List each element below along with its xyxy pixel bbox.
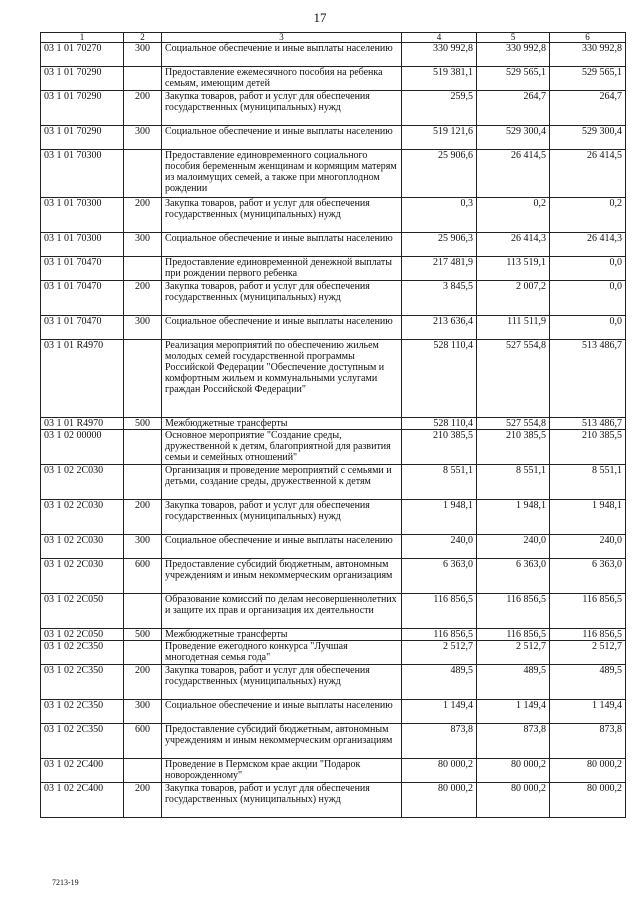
row-value-col5: 26 414,3 [477, 233, 550, 257]
row-name: Социальное обеспечение и иные выплаты населению [162, 316, 402, 340]
row-name: Закупка товаров, работ и услуг для обеспечения государственных (муниципальных) нужд [162, 91, 402, 126]
row-code: 03 1 01 R4970 [41, 340, 124, 418]
row-value-col6: 529 565,1 [550, 67, 626, 91]
row-code: 03 1 01 70290 [41, 67, 124, 91]
row-code: 03 1 02 2С030 [41, 465, 124, 500]
row-expense-type: 200 [124, 281, 162, 316]
row-expense-type [124, 150, 162, 198]
row-value-col5: 6 363,0 [477, 559, 550, 594]
row-code: 03 1 02 00000 [41, 430, 124, 465]
row-value-col6: 0,0 [550, 281, 626, 316]
table-row [41, 418, 626, 430]
row-value-col6: 6 363,0 [550, 559, 626, 594]
row-code: 03 1 02 2С350 [41, 700, 124, 724]
row-name: Закупка товаров, работ и услуг для обеспечения государственных (муниципальных) нужд [162, 500, 402, 535]
row-value-col4: 6 363,0 [402, 559, 477, 594]
row-name: Предоставление субсидий бюджетным, автономным учреждениям и иным некоммерческим организациям [162, 724, 402, 759]
row-value-col6: 26 414,5 [550, 150, 626, 198]
table-row [41, 281, 626, 316]
table-row [41, 465, 626, 500]
row-expense-type: 200 [124, 783, 162, 818]
row-name: Социальное обеспечение и иные выплаты населению [162, 233, 402, 257]
row-expense-type [124, 641, 162, 665]
footer-code: 7213-19 [52, 878, 79, 887]
row-value-col4: 210 385,5 [402, 430, 477, 465]
row-code: 03 1 01 70470 [41, 316, 124, 340]
row-code: 03 1 01 70290 [41, 126, 124, 150]
row-value-col4: 0,3 [402, 198, 477, 233]
table-row [41, 150, 626, 198]
table-row [41, 665, 626, 700]
row-value-col4: 8 551,1 [402, 465, 477, 500]
row-expense-type: 300 [124, 535, 162, 559]
row-expense-type: 200 [124, 91, 162, 126]
table-row [41, 759, 626, 783]
row-value-col4: 25 906,6 [402, 150, 477, 198]
row-value-col5: 26 414,5 [477, 150, 550, 198]
row-value-col4: 528 110,4 [402, 340, 477, 418]
row-name: Закупка товаров, работ и услуг для обеспечения государственных (муниципальных) нужд [162, 281, 402, 316]
row-value-col5: 116 856,5 [477, 594, 550, 629]
page-number: 17 [313, 10, 327, 25]
table-row [41, 700, 626, 724]
row-code: 03 1 01 70300 [41, 233, 124, 257]
row-expense-type [124, 759, 162, 783]
table-row [41, 724, 626, 759]
row-code: 03 1 01 70470 [41, 257, 124, 281]
table-row [41, 783, 626, 818]
row-value-col5: 529 300,4 [477, 126, 550, 150]
row-value-col4: 489,5 [402, 665, 477, 700]
row-value-col5: 330 992,8 [477, 43, 550, 67]
table-row [41, 198, 626, 233]
row-expense-type: 600 [124, 724, 162, 759]
table-row [41, 641, 626, 665]
table-row [41, 629, 626, 641]
row-value-col5: 529 565,1 [477, 67, 550, 91]
row-name: Закупка товаров, работ и услуг для обеспечения государственных (муниципальных) нужд [162, 783, 402, 818]
row-value-col4: 25 906,3 [402, 233, 477, 257]
row-value-col4: 528 110,4 [402, 418, 477, 430]
row-value-col6: 330 992,8 [550, 43, 626, 67]
row-name: Организация и проведение мероприятий с семьями и детьми, создание среды, дружественной к детям [162, 465, 402, 500]
row-value-col6: 489,5 [550, 665, 626, 700]
column-number-row [41, 33, 626, 43]
table-row [41, 535, 626, 559]
row-value-col4: 213 636,4 [402, 316, 477, 340]
row-value-col5: 527 554,8 [477, 340, 550, 418]
column-header: 5 [477, 33, 550, 43]
row-code: 03 1 02 2С050 [41, 594, 124, 629]
row-code: 03 1 01 70470 [41, 281, 124, 316]
row-name: Проведение ежегодного конкурса "Лучшая многодетная семья года" [162, 641, 402, 665]
row-value-col6: 240,0 [550, 535, 626, 559]
row-value-col6: 116 856,5 [550, 594, 626, 629]
row-value-col5: 111 511,9 [477, 316, 550, 340]
table-row [41, 340, 626, 418]
table-row [41, 500, 626, 535]
row-value-col5: 873,8 [477, 724, 550, 759]
row-value-col5: 0,2 [477, 198, 550, 233]
row-value-col6: 26 414,3 [550, 233, 626, 257]
row-value-col4: 217 481,9 [402, 257, 477, 281]
row-name: Закупка товаров, работ и услуг для обеспечения государственных (муниципальных) нужд [162, 198, 402, 233]
row-value-col4: 259,5 [402, 91, 477, 126]
row-value-col6: 80 000,2 [550, 759, 626, 783]
row-value-col4: 3 845,5 [402, 281, 477, 316]
row-value-col6: 264,7 [550, 91, 626, 126]
row-value-col6: 2 512,7 [550, 641, 626, 665]
row-name: Межбюджетные трансферты [162, 418, 402, 430]
row-value-col6: 80 000,2 [550, 783, 626, 818]
row-value-col4: 519 121,6 [402, 126, 477, 150]
row-code: 03 1 02 2С030 [41, 559, 124, 594]
row-expense-type [124, 340, 162, 418]
row-value-col5: 113 519,1 [477, 257, 550, 281]
row-value-col5: 240,0 [477, 535, 550, 559]
row-value-col4: 116 856,5 [402, 629, 477, 641]
row-value-col5: 2 007,2 [477, 281, 550, 316]
row-value-col4: 240,0 [402, 535, 477, 559]
row-name: Закупка товаров, работ и услуг для обеспечения государственных (муниципальных) нужд [162, 665, 402, 700]
row-value-col6: 1 948,1 [550, 500, 626, 535]
row-code: 03 1 02 2С030 [41, 500, 124, 535]
row-value-col5: 527 554,8 [477, 418, 550, 430]
row-expense-type [124, 67, 162, 91]
row-value-col5: 2 512,7 [477, 641, 550, 665]
row-expense-type: 300 [124, 700, 162, 724]
row-name: Межбюджетные трансферты [162, 629, 402, 641]
row-code: 03 1 02 2С350 [41, 724, 124, 759]
row-value-col5: 264,7 [477, 91, 550, 126]
table-row [41, 43, 626, 67]
table-row [41, 67, 626, 91]
table-row [41, 126, 626, 150]
row-value-col6: 873,8 [550, 724, 626, 759]
row-expense-type [124, 257, 162, 281]
row-expense-type: 200 [124, 500, 162, 535]
row-code: 03 1 02 2С350 [41, 665, 124, 700]
column-header: 1 [41, 33, 124, 43]
row-name: Образование комиссий по делам несовершеннолетних и защите их прав и организация их деятельности [162, 594, 402, 629]
row-name: Предоставление единовременной денежной выплаты при рождении первого ребенка [162, 257, 402, 281]
row-value-col6: 116 856,5 [550, 629, 626, 641]
row-code: 03 1 01 70300 [41, 198, 124, 233]
row-value-col4: 519 381,1 [402, 67, 477, 91]
row-value-col5: 1 948,1 [477, 500, 550, 535]
row-value-col4: 2 512,7 [402, 641, 477, 665]
table-row [41, 559, 626, 594]
row-expense-type: 300 [124, 233, 162, 257]
row-value-col5: 210 385,5 [477, 430, 550, 465]
row-code: 03 1 01 R4970 [41, 418, 124, 430]
budget-table [40, 32, 626, 818]
row-value-col6: 8 551,1 [550, 465, 626, 500]
row-value-col4: 873,8 [402, 724, 477, 759]
row-value-col6: 529 300,4 [550, 126, 626, 150]
row-expense-type: 200 [124, 198, 162, 233]
column-header: 6 [550, 33, 626, 43]
row-value-col6: 0,2 [550, 198, 626, 233]
row-value-col6: 1 149,4 [550, 700, 626, 724]
row-name: Предоставление субсидий бюджетным, автономным учреждениям и иным некоммерческим организациям [162, 559, 402, 594]
row-name: Предоставление ежемесячного пособия на ребенка семьям, имеющим детей [162, 67, 402, 91]
table-row [41, 430, 626, 465]
table-row [41, 91, 626, 126]
row-expense-type: 600 [124, 559, 162, 594]
table-row [41, 594, 626, 629]
row-code: 03 1 02 2С400 [41, 783, 124, 818]
row-name: Социальное обеспечение и иные выплаты населению [162, 700, 402, 724]
column-header: 2 [124, 33, 162, 43]
row-name: Реализация мероприятий по обеспечению жильем молодых семей государственной программы Российской Федерации "Обеспечение доступным и комфортным жильем и коммунальными услугами граждан Российской Федерации" [162, 340, 402, 418]
row-code: 03 1 01 70290 [41, 91, 124, 126]
row-value-col4: 116 856,5 [402, 594, 477, 629]
row-value-col5: 80 000,2 [477, 783, 550, 818]
row-code: 03 1 01 70270 [41, 43, 124, 67]
row-expense-type: 300 [124, 126, 162, 150]
row-value-col5: 116 856,5 [477, 629, 550, 641]
row-name: Социальное обеспечение и иные выплаты населению [162, 43, 402, 67]
row-name: Социальное обеспечение и иные выплаты населению [162, 126, 402, 150]
row-expense-type: 300 [124, 43, 162, 67]
row-value-col4: 1 948,1 [402, 500, 477, 535]
row-value-col6: 210 385,5 [550, 430, 626, 465]
row-code: 03 1 02 2С400 [41, 759, 124, 783]
row-value-col5: 80 000,2 [477, 759, 550, 783]
table-row [41, 316, 626, 340]
row-value-col4: 80 000,2 [402, 783, 477, 818]
row-value-col6: 513 486,7 [550, 340, 626, 418]
row-value-col4: 1 149,4 [402, 700, 477, 724]
row-value-col6: 0,0 [550, 257, 626, 281]
table-row [41, 233, 626, 257]
row-value-col5: 1 149,4 [477, 700, 550, 724]
row-code: 03 1 02 2С350 [41, 641, 124, 665]
row-name: Проведение в Пермском крае акции "Подарок новорожденному" [162, 759, 402, 783]
row-value-col5: 8 551,1 [477, 465, 550, 500]
row-value-col4: 330 992,8 [402, 43, 477, 67]
row-code: 03 1 02 2С030 [41, 535, 124, 559]
row-expense-type: 500 [124, 629, 162, 641]
row-code: 03 1 01 70300 [41, 150, 124, 198]
row-value-col5: 489,5 [477, 665, 550, 700]
row-value-col6: 513 486,7 [550, 418, 626, 430]
row-value-col6: 0,0 [550, 316, 626, 340]
row-expense-type: 500 [124, 418, 162, 430]
row-expense-type [124, 594, 162, 629]
column-header: 3 [162, 33, 402, 43]
row-expense-type: 300 [124, 316, 162, 340]
row-expense-type [124, 430, 162, 465]
row-name: Социальное обеспечение и иные выплаты населению [162, 535, 402, 559]
row-name: Основное мероприятие "Создание среды, дружественной к детям, благоприятной для развития семьи и семейных отношений" [162, 430, 402, 465]
row-value-col4: 80 000,2 [402, 759, 477, 783]
column-header: 4 [402, 33, 477, 43]
row-name: Предоставление единовременного социального пособия беременным женщинам и кормящим матерям из малоимущих семей, а также при многоплодном рождении [162, 150, 402, 198]
row-code: 03 1 02 2С050 [41, 629, 124, 641]
row-expense-type [124, 465, 162, 500]
row-expense-type: 200 [124, 665, 162, 700]
table-row [41, 257, 626, 281]
